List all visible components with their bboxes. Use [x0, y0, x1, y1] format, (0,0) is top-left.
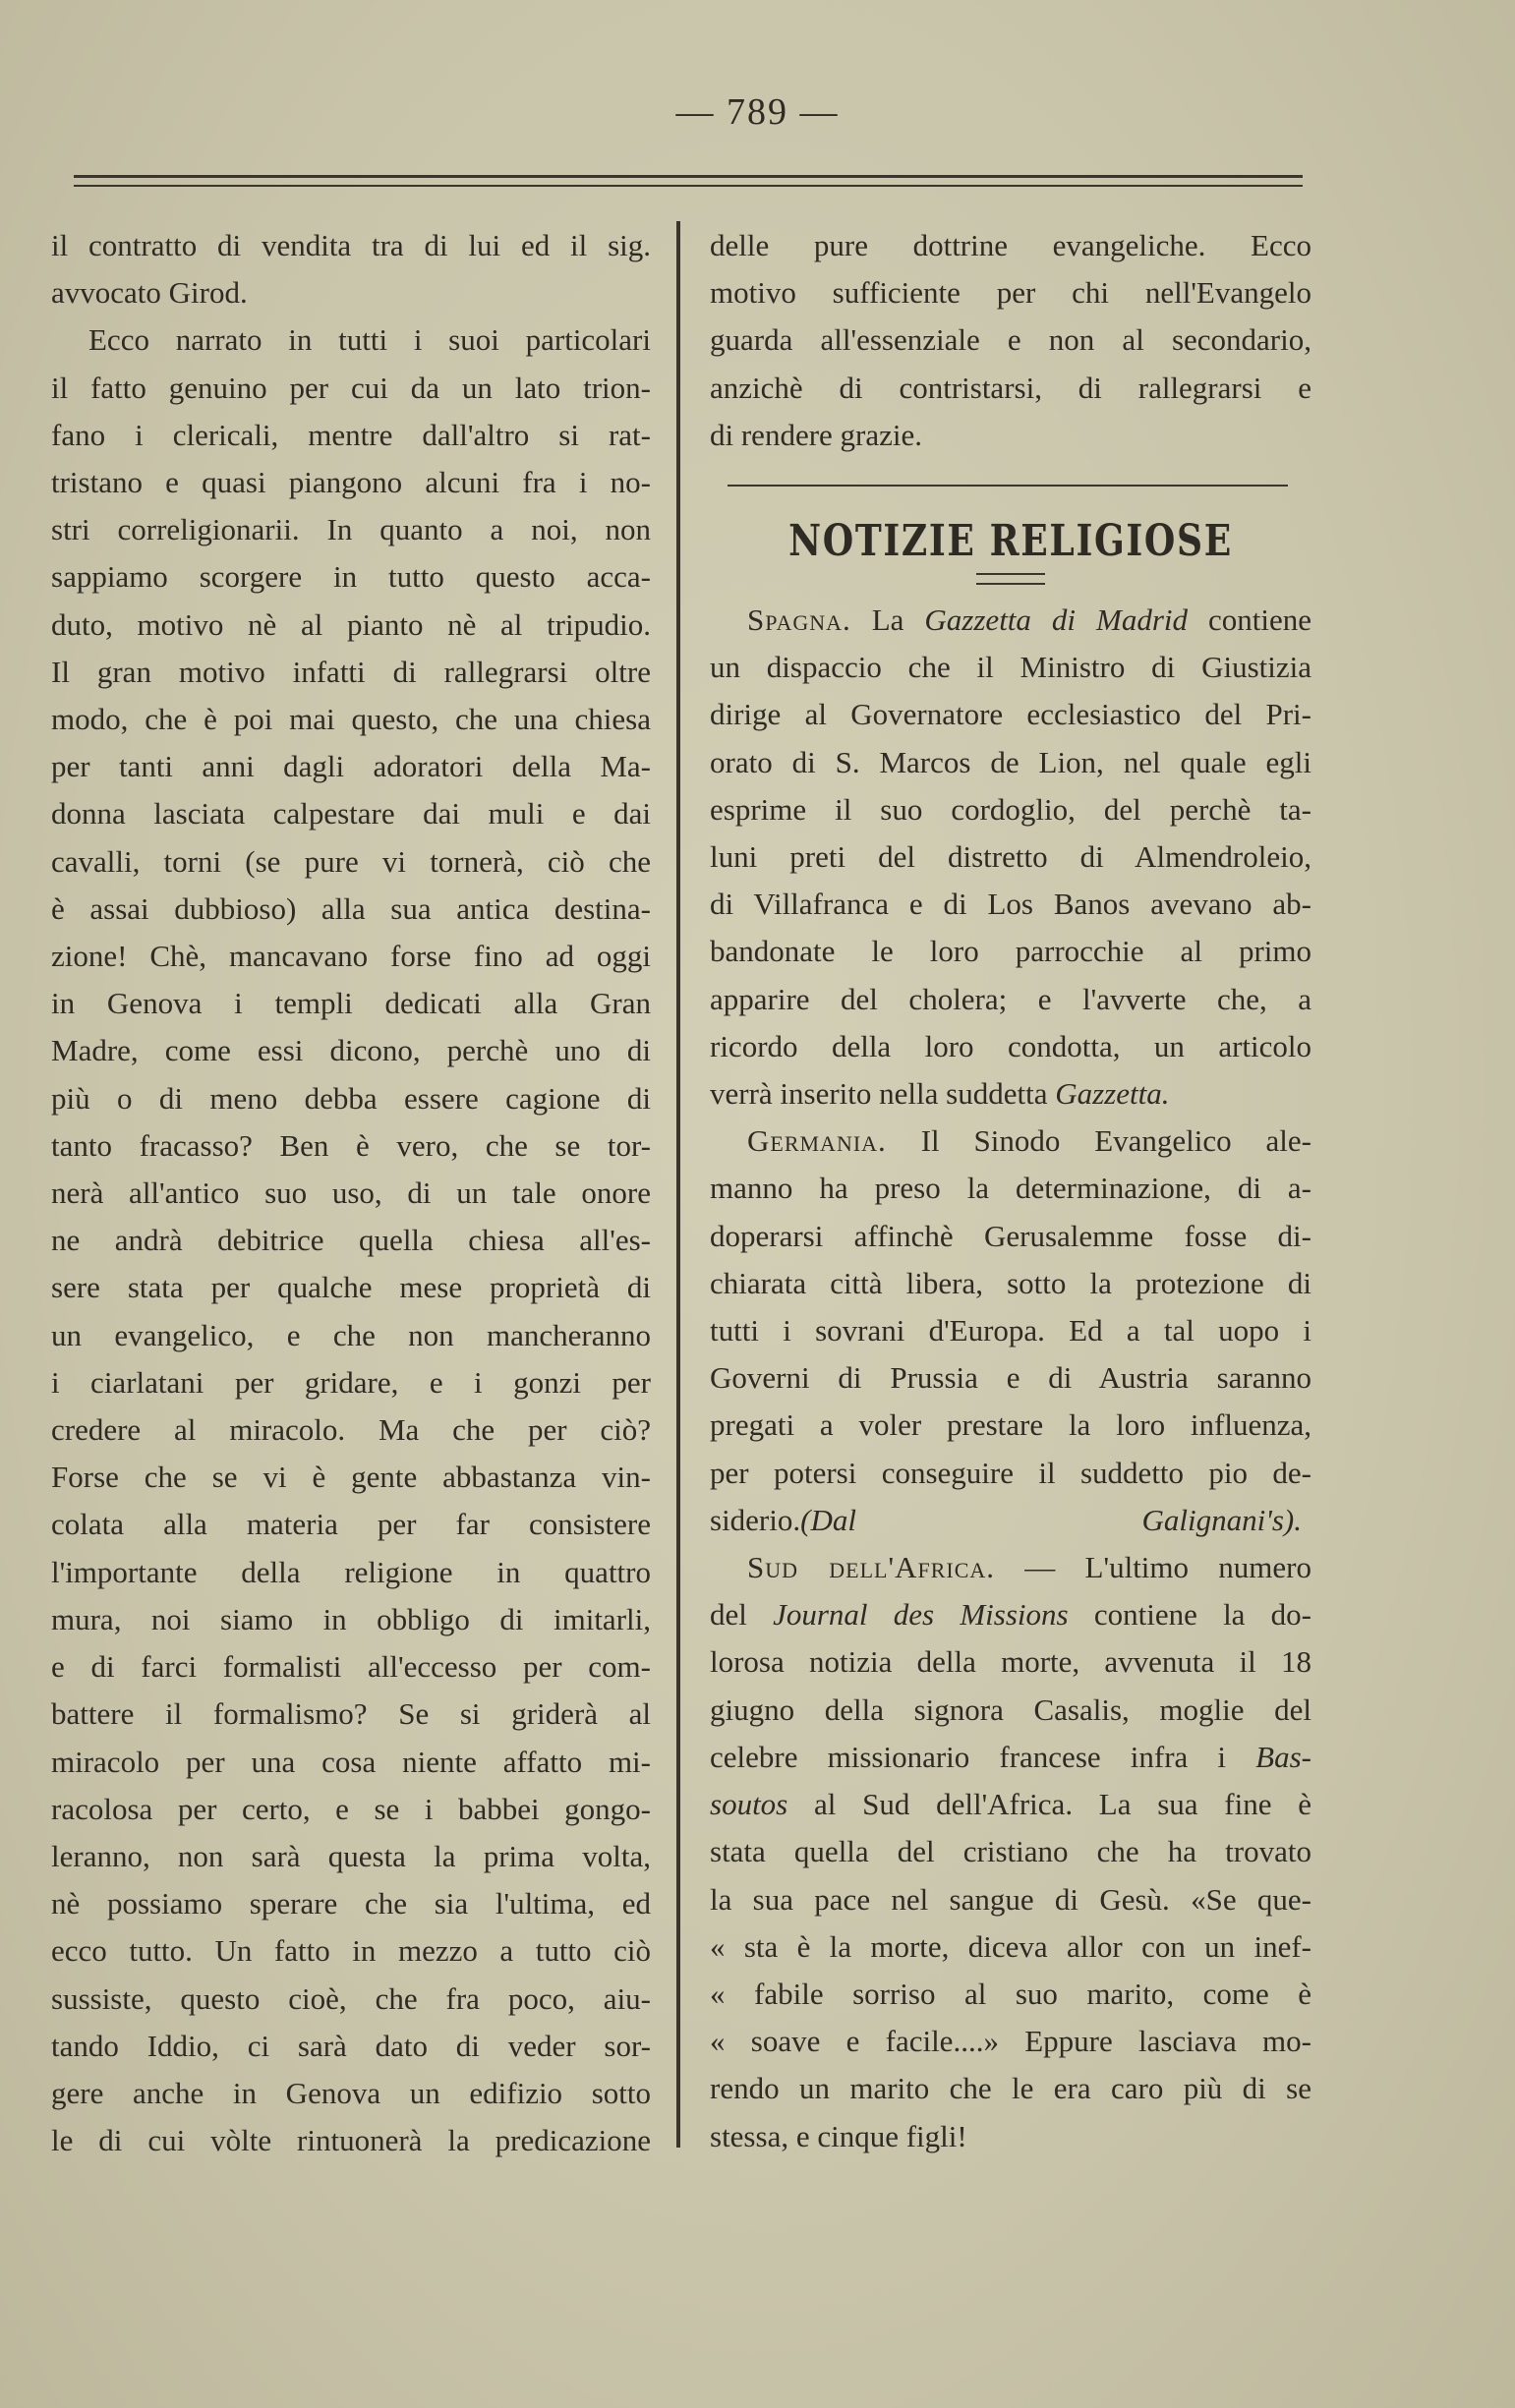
- text-line: donna lasciata calpestare dai muli e dai: [51, 796, 651, 831]
- text-line: in Genova i templi dedicati alla Gran: [51, 986, 651, 1021]
- text-line: credere al miracolo. Ma che per ciò?: [51, 1412, 651, 1448]
- text-line: Il gran motivo infatti di rallegrarsi oltre: [51, 654, 651, 689]
- text-line: duto, motivo nè al pianto nè al tripudio.: [51, 606, 651, 642]
- text-line: le di cui vòlte rintuonerà la predicazione: [51, 2123, 651, 2158]
- text-line: anzichè di contristarsi, di rallegrarsi e: [710, 370, 1311, 405]
- news-item-germania: [710, 1118, 1311, 1544]
- text-line: ne andrà debitrice quella chiesa all'es-: [51, 1223, 651, 1258]
- text-line: Forse che se vi è gente abbastanza vin-: [51, 1460, 651, 1495]
- text-line: rendo un marito che le era caro più di se: [710, 2071, 1311, 2106]
- text-line: stessa, e cinque figli!: [710, 2118, 967, 2153]
- text-line: il contratto di vendita tra di lui ed il sig.: [51, 228, 651, 262]
- page-number: — 789 —: [675, 91, 840, 133]
- text-line: giugno della signora Casalis, moglie del: [710, 1691, 1311, 1727]
- text-line: l'importante della religione in quattro: [51, 1554, 651, 1589]
- text-line: apparire del cholera; e l'avverte che, a: [710, 981, 1311, 1016]
- text-line: verrà inserito nella suddetta Gazzetta.: [710, 1076, 1170, 1112]
- text-line: « soave e facile....» Eppure lasciava mo-: [710, 2024, 1311, 2059]
- text-line: manno ha preso la determinazione, di a-: [710, 1171, 1311, 1206]
- text-line: stri correligionarii. In quanto a noi, non: [51, 512, 651, 547]
- text-line: la sua pace nel sangue di Gesù. «Se que-: [710, 1881, 1311, 1917]
- text-line: Ecco narrato in tutti i suoi particolari: [88, 322, 651, 358]
- text-line: mura, noi siamo in obbligo di imitarli,: [51, 1601, 651, 1636]
- text-line: cavalli, torni (se pure vi tornerà, ciò che: [51, 843, 651, 879]
- text-line: delle pure dottrine evangeliche. Ecco: [710, 228, 1311, 262]
- right-column-continuation: [710, 222, 1311, 459]
- column-divider: [676, 221, 680, 2148]
- text-line: tutti i sovrani d'Europa. Ed a tal uopo i: [710, 1313, 1311, 1348]
- text-line: racolosa per certo, e se i babbei gongo-: [51, 1791, 651, 1826]
- text-line: stata quella del cristiano che ha trovato: [710, 1834, 1311, 1869]
- section-title: NOTIZIE RELIGIOSE: [788, 516, 1233, 567]
- text-line: soutos al Sud dell'Africa. La sua fine è: [710, 1787, 1311, 1822]
- country-label: Spagna.: [747, 602, 851, 638]
- journal-title: Journal des Missions: [773, 1597, 1069, 1633]
- text-line: miracolo per una cosa niente affatto mi-: [51, 1744, 651, 1779]
- text-line: ricordo della loro condotta, un articolo: [710, 1028, 1311, 1063]
- text-line: tanto fracasso? Ben è vero, che se tor-: [51, 1127, 651, 1163]
- text-line: è assai dubbioso) alla sua antica destina-: [51, 890, 651, 926]
- text-line: gere anche in Genova un edifizio sotto: [51, 2075, 651, 2110]
- text-line: sappiamo scorgere in tutto questo acca-: [51, 559, 651, 595]
- text-line: fano i clericali, mentre dall'altro si rat-: [51, 417, 651, 452]
- text-line: zione! Chè, mancavano forse fino ad oggi: [51, 939, 651, 974]
- news-item-spagna: [710, 597, 1311, 1118]
- text-line: nerà all'antico suo uso, di un tale onore: [51, 1175, 651, 1211]
- text-line: avvocato Girod.: [51, 275, 248, 311]
- section-separator: [728, 485, 1288, 487]
- text-line: di Villafranca e di Los Banos avevano ab-: [710, 887, 1311, 922]
- right-column: [710, 222, 1311, 2160]
- text-line: esprime il suo cordoglio, del perchè ta-: [710, 791, 1311, 827]
- text-line: per tanti anni dagli adoratori della Ma-: [51, 749, 651, 784]
- text-line: dirige al Governatore ecclesiastico del Pri-: [710, 697, 1311, 732]
- text-line: Spagna. La Gazzetta di Madrid contiene: [747, 602, 1311, 638]
- country-label: Germania.: [747, 1123, 887, 1159]
- text-line: tando Iddio, ci sarà dato di veder sor-: [51, 2028, 651, 2063]
- text-line: modo, che è poi mai questo, che una chiesa: [51, 702, 651, 737]
- text-line: chiarata città libera, sotto la protezione di: [710, 1265, 1311, 1300]
- text-line: il fatto genuino per cui da un lato trion-: [51, 370, 651, 405]
- text-line: colata alla materia per far consistere: [51, 1507, 651, 1542]
- text-line: i ciarlatani per gridare, e i gonzi per: [51, 1364, 651, 1400]
- text-line: bandonate le loro parrocchie al primo: [710, 934, 1311, 969]
- text-line: sere stata per qualche mese proprietà di: [51, 1270, 651, 1305]
- text-line: « sta è la morte, diceva allor con un inef-: [710, 1928, 1311, 1964]
- text-line: e di farci formalisti all'eccesso per com-: [51, 1649, 651, 1685]
- text-line: Governi di Prussia e di Austria saranno: [710, 1360, 1311, 1396]
- text-line: Germania. Il Sinodo Evangelico ale-: [747, 1123, 1311, 1159]
- text-line: un evangelico, e che non mancheranno: [51, 1317, 651, 1352]
- source-citation: (Dal Galignani's).: [800, 1502, 1302, 1537]
- text-line: luni preti del distretto di Almendroleio,: [710, 839, 1311, 875]
- country-label: Sud dell'Africa.: [747, 1550, 996, 1585]
- title-ornament: [976, 573, 1045, 585]
- text-line: tristano e quasi piangono alcuni fra i no-: [51, 465, 651, 500]
- text-line: ecco tutto. Un fatto in mezzo a tutto ciò: [51, 1933, 651, 1969]
- text-line: un dispaccio che il Ministro di Giustizia: [710, 650, 1311, 685]
- text-line: guarda all'essenziale e non al secondario,: [710, 322, 1311, 358]
- text-line: celebre missionario francese infra i Bas-: [710, 1739, 1311, 1774]
- text-line: orato di S. Marcos de Lion, nel quale egli: [710, 744, 1311, 779]
- text-line: leranno, non sarà questa la prima volta,: [51, 1838, 651, 1873]
- text-line: Sud dell'Africa. — L'ultimo numero: [747, 1550, 1311, 1585]
- left-column: [51, 222, 651, 2164]
- text-line: per potersi conseguire il suddetto pio de-: [710, 1455, 1311, 1490]
- text-line: lorosa notizia della morte, avvenuta il 18: [710, 1644, 1311, 1680]
- newspaper-title: Gazzetta di Madrid: [924, 602, 1188, 638]
- text-line: più o di meno debba essere cagione di: [51, 1080, 651, 1116]
- text-line: « fabile sorriso al suo marito, come è: [710, 1976, 1311, 2011]
- text-line: siderio.(Dal Galignani's).: [710, 1502, 1302, 1537]
- text-line: motivo sufficiente per chi nell'Evangelo: [710, 275, 1311, 311]
- text-line: di rendere grazie.: [710, 417, 923, 452]
- header-rule: [74, 175, 1303, 187]
- text-line: doperarsi affinchè Gerusalemme fosse di-: [710, 1218, 1311, 1253]
- text-line: nè possiamo sperare che sia l'ultima, ed: [51, 1886, 651, 1921]
- text-line: battere il formalismo? Se si griderà al: [51, 1696, 651, 1732]
- news-item-sud-africa: [710, 1544, 1311, 2160]
- text-line: pregati a voler prestare la loro influenza,: [710, 1407, 1311, 1443]
- newspaper-title: Gazzetta.: [1055, 1076, 1170, 1112]
- text-line: sussiste, questo cioè, che fra poco, aiu-: [51, 1980, 651, 2016]
- text-line: del Journal des Missions contiene la do-: [710, 1597, 1312, 1633]
- text-line: Madre, come essi dicono, perchè uno di: [51, 1033, 651, 1068]
